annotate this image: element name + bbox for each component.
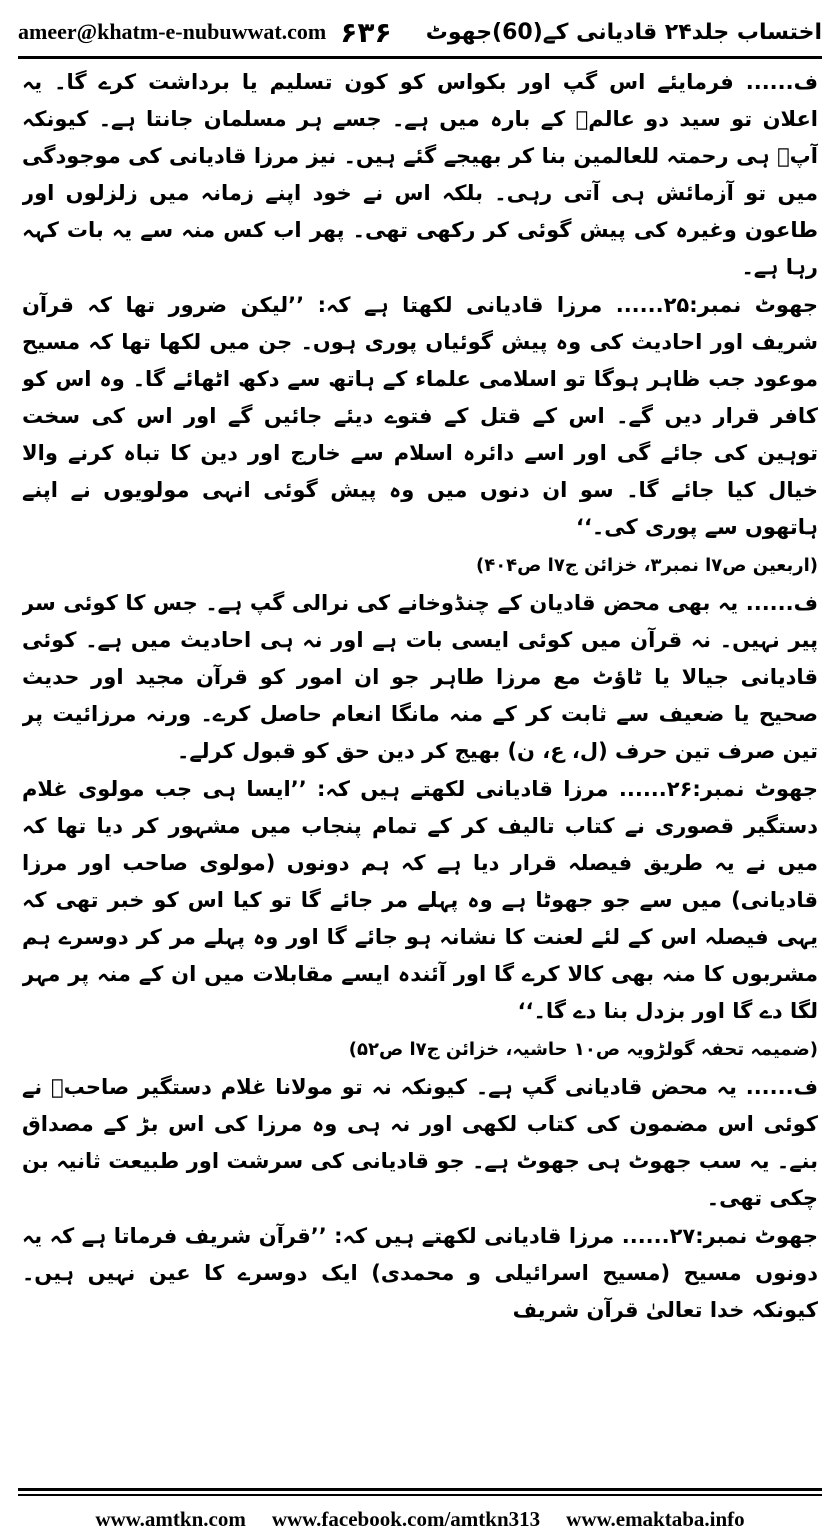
footer-rule-thin: [18, 1494, 822, 1496]
footer-link-facebook[interactable]: www.facebook.com/amtkn313: [271, 1506, 541, 1531]
footer-link-emaktaba[interactable]: www.emaktaba.info: [566, 1506, 745, 1531]
header-rule: [18, 56, 822, 59]
paragraph-2: جھوٹ نمبر:۲۵...... مرزا قادیانی لکھتا ہے کہ: ’’لیکن ضرور تھا کہ قرآن شریف اور احادیث کی وہ پیش گوئیاں پوری ہوں۔ جن میں لکھا تھا کہ مسیح موعود جب ظاہر ہوگا تو اسلامی علماء کے ہاتھ سے دکھ اٹھائے گا۔ وہ اس کو کافر قرار دیں گے۔ اس کے قتل کے فتوے دیئے جائیں گے اور اس کی سخت توہین کی جائے گی اور اسے دائرہ اسلام سے خارج اور دین کا تباہ کرنے والا خیال کیا جائے گا۔ سو ان دنوں میں وہ پیش گوئی انہی مولویوں نے اپنے ہاتھوں سے پوری کی۔‘‘: [22, 293, 818, 539]
reference-1: (اربعین ص۷ا نمبر۳، خزائن ج۷ا ص۴۰۴): [475, 555, 818, 576]
page-body: [22, 64, 818, 1464]
page-number: ۶۳۶: [340, 15, 392, 49]
footer-rule-thick: [18, 1488, 822, 1491]
paragraph-3: ف...... یہ بھی محض قادیان کے چنڈوخانے کی نرالی گپ ہے۔ جس کا کوئی سر پیر نہیں۔ نہ قرآن میں کوئی ایسی بات ہے اور نہ ہی احادیث میں ہے۔ کوئی قادیانی جیالا یا ٹاؤٹ مع مرزا طاہر جو ان امور کو قرآن مجید اور حدیث صحیح یا ضعیف سے ثابت کر کے منہ مانگا انعام حاصل کرے۔ ورنہ مرزائیت پر تین صرف تین حرف (ل، ع، ن) بھیج کر دین حق کو قبول کرلے۔: [22, 591, 818, 763]
paragraph-6: جھوٹ نمبر:۲۷...... مرزا قادیانی لکھتے ہیں کہ: ’’قرآن شریف فرماتا ہے کہ یہ دونوں مسیح (مسیح اسرائیلی و محمدی) ایک دوسرے کا عین نہیں ہیں۔ کیونکہ خدا تعالیٰ قرآن شریف: [22, 1224, 818, 1322]
header-email: ameer@khatm-e-nubuwwat.com: [18, 19, 327, 44]
header-left: [18, 16, 392, 49]
page-header: [18, 8, 822, 56]
page-footer: [0, 1502, 840, 1536]
paragraph-1: ف...... فرمایئے اس گپ اور بکواس کو کون تسلیم یا برداشت کرے گا۔ یہ اعلان تو سید دو عالمﷺ کے بارہ میں ہے۔ جسے ہر مسلمان جانتا ہے۔ کیونکہ آپؐ ہی رحمتہ للعالمین بنا کر بھیجے گئے ہیں۔ نیز مرزا قادیانی کی موجودگی میں تو آزمائش ہی آتی رہی۔ بلکہ اس نے خود اپنے زمانہ میں زلزلوں اور طاعون وغیرہ کی پیش گوئی کر رکھی تھی۔ پھر اب کس منہ سے یہ بات کہہ رہا ہے۔: [22, 70, 818, 279]
paragraph-5: ف...... یہ محض قادیانی گپ ہے۔ کیونکہ نہ تو مولانا غلام دستگیر صاحبؒ نے کوئی اس مضمون کی کتاب لکھی اور نہ ہی وہ مرزا کی اس بڑ کے مصداق بنے۔ یہ سب جھوٹ ہی جھوٹ ہے۔ جو قادیانی کی سرشت اور طبیعت ثانیہ بن چکی تھی۔: [22, 1075, 818, 1210]
reference-2: (ضمیمہ تحفہ گولڑویہ ص۱۰ حاشیہ، خزائن ج۷ا ص۵۲): [348, 1039, 818, 1060]
book-title: اختساب جلد۲۴ قادیانی کے(60)جھوٹ: [425, 19, 822, 45]
footer-link-amtkn[interactable]: www.amtkn.com: [95, 1506, 246, 1531]
paragraph-4: جھوٹ نمبر:۲۶...... مرزا قادیانی لکھتے ہیں کہ: ’’ایسا ہی جب مولوی غلام دستگیر قصوری نے کتاب تالیف کر کے تمام پنجاب میں مشہور کر دیا تھا کہ میں نے یہ طریق فیصلہ قرار دیا ہے کہ ہم دونوں (مولوی صاحب اور مرزا قادیانی) میں سے جو جھوٹا ہے وہ پہلے مر جائے گا تو کیا اس کو خبر تھی کہ یہی فیصلہ اس کے لئے لعنت کا نشانہ ہو جائے گا اور وہ پہلے مر کر دوسرے ہم مشربوں کا منہ بھی کالا کرے گا اور آئندہ ایسے مقابلات میں ان کے منہ پر مہر لگا دے گا اور بزدل بنا دے گا۔‘‘: [22, 777, 818, 1023]
